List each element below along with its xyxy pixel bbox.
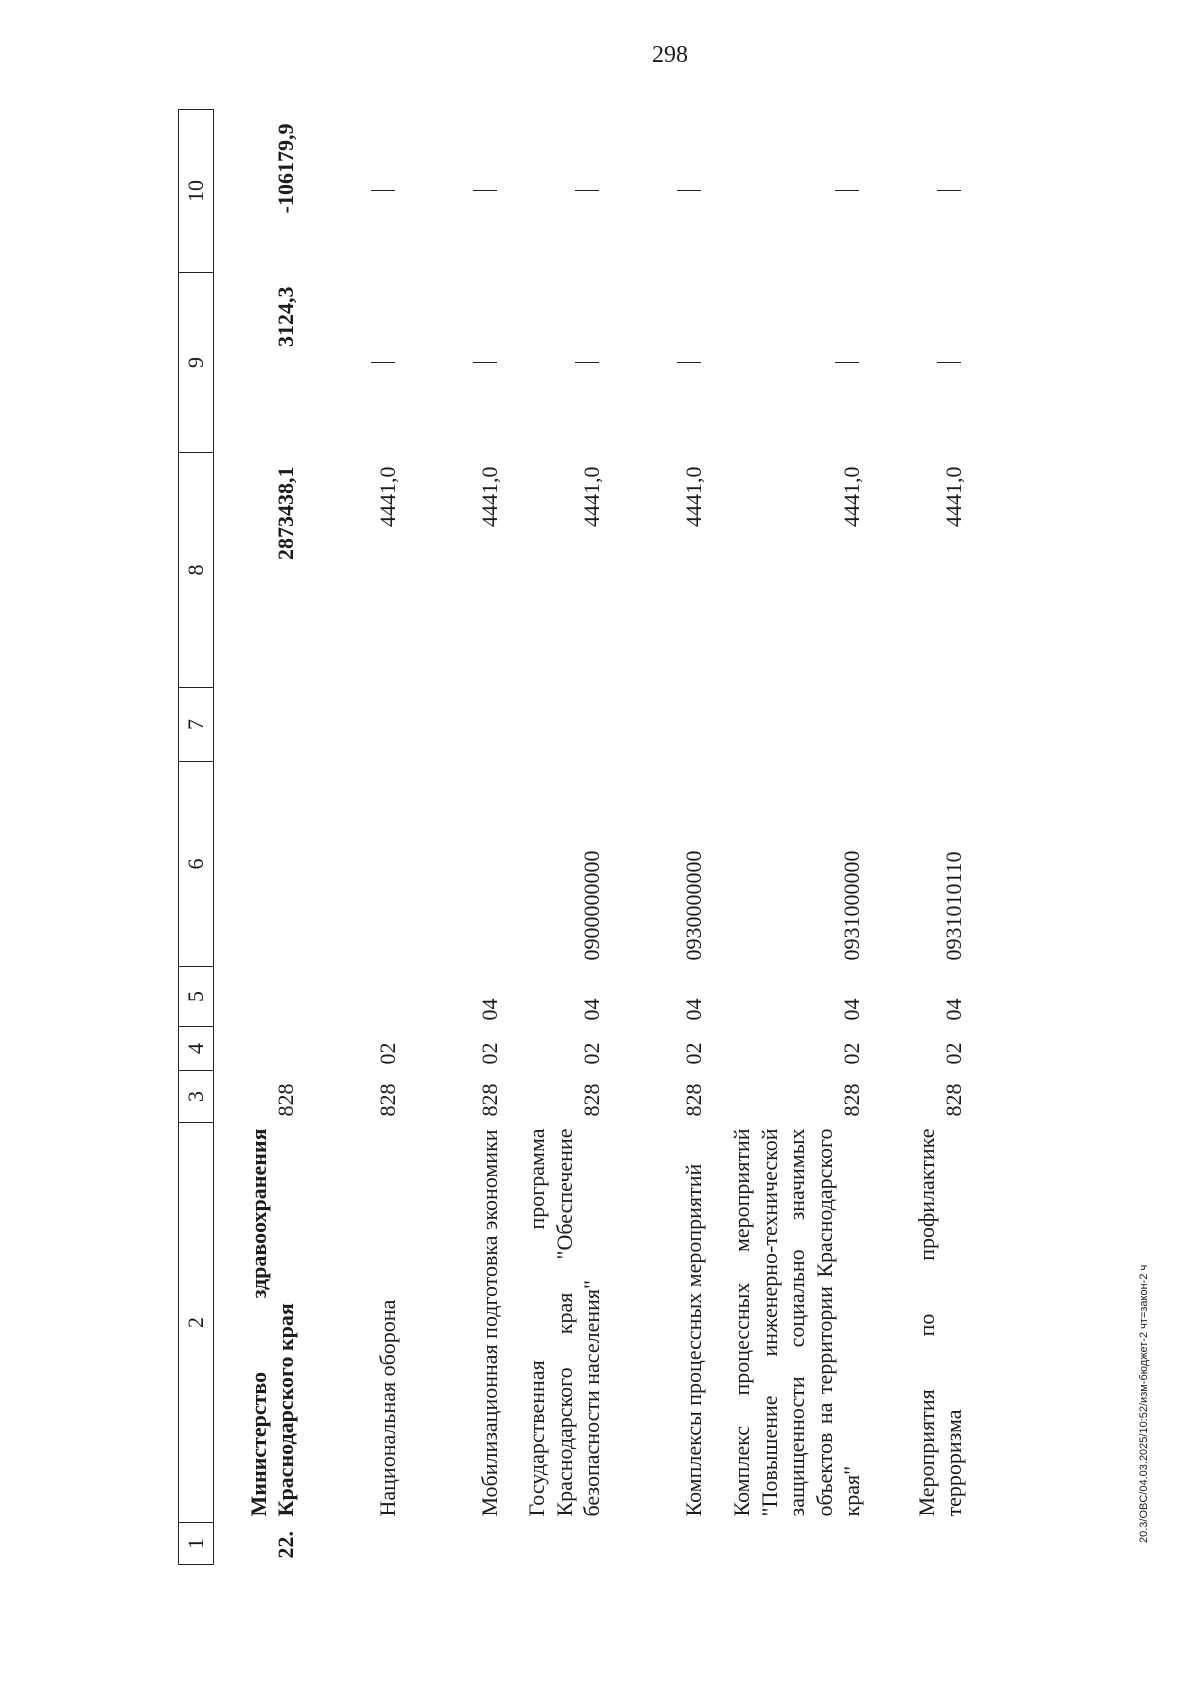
budget-table [178,109,976,1565]
document-footer: 20.3/OBC/04.03.2025/10:52/изм-бюджет-2 чт=закон-2 ч [1138,1264,1150,1543]
code-expense-type [512,688,614,762]
table-row [512,110,614,1565]
header-col-3: 3 [179,1071,214,1123]
header-col-9: 9 [179,273,214,453]
code-subsection: 04 [839,998,864,1021]
code-ved: 828 [579,1083,604,1117]
row-name: Государственная программа Краснодарского края "Обеспечение безопасности населения" [524,1128,604,1517]
code-section: 02 [941,1042,966,1065]
page-number: 298 [652,42,688,68]
no-change-dash [308,273,410,453]
code-ved: 828 [941,1083,966,1117]
code-subsection: 04 [477,998,502,1021]
row-number [512,1523,614,1565]
amount-col-8: 4441,0 [839,466,864,527]
row-name: Мероприятия по профилактике терроризма [913,1128,966,1517]
amount-col-8: 4441,0 [375,466,400,527]
header-col-5: 5 [179,967,214,1027]
no-change-dash [716,273,874,453]
code-expense-type [214,688,308,762]
code-target [214,762,308,967]
amount-col-10: -106179,9 [273,123,298,214]
amount-col-8: 4441,0 [477,466,502,527]
code-subsection: 04 [941,998,966,1021]
amount-col-8: 4441,0 [941,466,966,527]
code-ved: 828 [375,1083,400,1117]
no-change-dash [874,273,976,453]
table-row [308,110,410,1565]
row-name: Национальная оборона [375,1299,400,1517]
no-change-dash [874,110,976,273]
code-target: 0931010110 [941,851,966,961]
no-change-dash [410,110,512,273]
code-section [214,1027,308,1071]
header-col-10: 10 [179,110,214,273]
code-target: 0930000000 [681,850,706,961]
code-target: 0900000000 [579,850,604,961]
code-expense-type [410,688,512,762]
header-row [179,110,214,1565]
table-row [614,110,716,1565]
header-col-6: 6 [179,762,214,967]
code-subsection [214,967,308,1027]
header-col-1: 1 [179,1523,214,1565]
no-change-dash [512,110,614,273]
code-target [308,762,410,967]
no-change-dash [614,273,716,453]
table-row [410,110,512,1565]
code-expense-type [874,688,976,762]
row-number: 22. [273,1531,298,1559]
row-number [614,1523,716,1565]
row-name: Министерство здравоохранения Краснодарского края [245,1128,298,1517]
table-row [874,110,976,1565]
header-col-2: 2 [179,1123,214,1523]
code-expense-type [614,688,716,762]
amount-col-8: 2873438,1 [273,466,298,560]
code-ved: 828 [273,1083,298,1117]
no-change-dash [308,110,410,273]
code-subsection [308,967,410,1027]
no-change-dash [512,273,614,453]
amount-col-9: 3124,3 [273,286,298,347]
amount-col-8: 4441,0 [579,466,604,527]
code-subsection: 04 [681,998,706,1021]
row-number [874,1523,976,1565]
code-expense-type [716,688,874,762]
table-row [716,110,874,1565]
code-section: 02 [579,1042,604,1065]
code-section: 02 [375,1042,400,1065]
code-target [410,762,512,967]
code-section: 02 [477,1042,502,1065]
row-name: Комплексы процессных мероприятий [681,1163,706,1517]
code-subsection: 04 [579,998,604,1021]
no-change-dash [410,273,512,453]
code-target: 0931000000 [839,850,864,961]
code-ved: 828 [681,1083,706,1117]
amount-col-8: 4441,0 [681,466,706,527]
no-change-dash [614,110,716,273]
row-name: Мобилизационная подготовка экономики [477,1129,502,1517]
table-row [214,110,308,1565]
row-name: Комплекс процессных мероприятий "Повышение инженерно-технической защищенности социально значимых объектов на территории Краснодарского края" [729,1128,864,1517]
header-col-4: 4 [179,1027,214,1071]
row-number [410,1523,512,1565]
code-section: 02 [681,1042,706,1065]
header-col-8: 8 [179,453,214,688]
code-ved: 828 [477,1083,502,1117]
code-expense-type [308,688,410,762]
header-col-7: 7 [179,688,214,762]
row-number [716,1523,874,1565]
code-section: 02 [839,1042,864,1065]
code-ved: 828 [839,1083,864,1117]
row-number [308,1523,410,1565]
no-change-dash [716,110,874,273]
budget-table-rotated [178,110,1200,1565]
